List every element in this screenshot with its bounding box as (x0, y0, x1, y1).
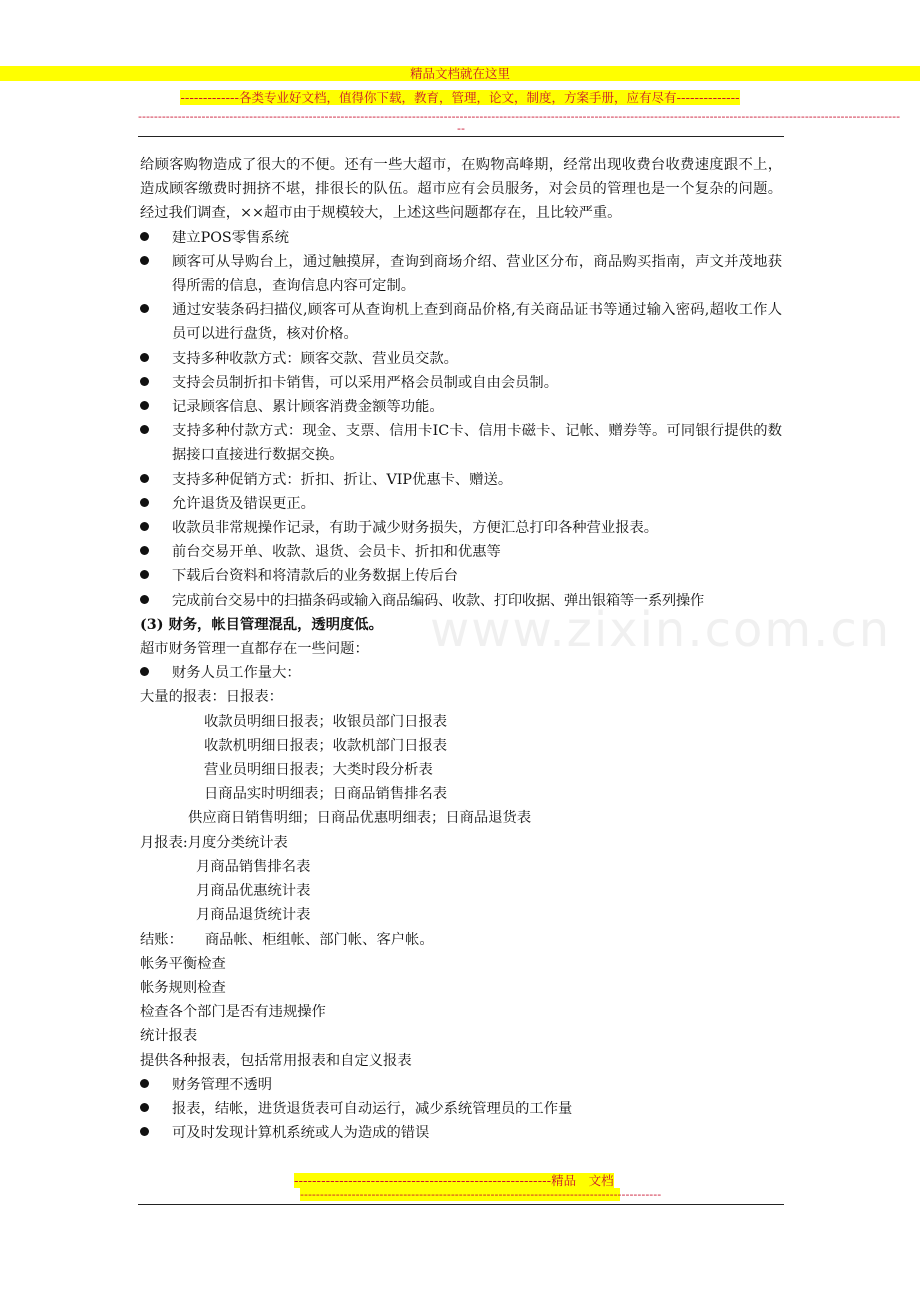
intro-paragraph: 给顾客购物造成了很大的不便。还有一些大超市，在购物高峰期，经常出现收费台收费速度跟不上，造成顾客缴费时拥挤不堪，排很长的队伍。超市应有会员服务，对会员的管理也是一个复杂的问题。经过我们调查，××超市由于规模较大，上述这些问题都存在，且比较严重。 (140, 157, 782, 222)
header-slogan-wrap (0, 87, 920, 106)
header-slogan: -------------各类专业好文档，值得你下载，教育，管理，论文，制度，方案手册，应有尽有-------------- (180, 90, 740, 105)
check-line: 统计报表 (140, 1028, 198, 1045)
bullet-dot-icon (140, 232, 149, 241)
header-title: 精品文档就在这里 (409, 66, 510, 81)
header-dash-tail: -- (457, 122, 465, 135)
bullet-dot-icon (140, 595, 149, 604)
monthly-report-line: 月商品销售排名表 (196, 858, 311, 875)
bullet-dot-icon (140, 256, 149, 265)
header-rule (138, 136, 784, 137)
document-body (140, 153, 782, 1145)
bullet-item: 报表，结帐，进货退货表可自动运行，减少系统管理员的工作量 (140, 1097, 782, 1121)
closing-row (140, 928, 782, 952)
bullet-item: 下载后台资料和将清款后的业务数据上传后台 (140, 564, 782, 588)
bullet-dot-icon (140, 570, 149, 579)
section-intro: 超市财务管理一直都存在一些问题： (140, 641, 369, 658)
bullet-item: 通过安装条码扫描仪,顾客可从查询机上查到商品价格,有关商品证书等通过输入密码,超收工作人员可以进行盘货，核对价格。 (140, 298, 782, 346)
bullet-item: 前台交易开单、收款、退货、会员卡、折扣和优惠等 (140, 540, 782, 564)
bullet-dot-icon (140, 474, 149, 483)
daily-report-line: 营业员明细日报表；大类时段分析表 (204, 762, 433, 779)
bullet-dot-icon (140, 353, 149, 362)
bullet-dot-icon (140, 498, 149, 507)
check-line: 帐务平衡检查 (140, 955, 226, 972)
bullet-item: 收款员非常规操作记录，有助于减少财务损失，方便汇总打印各种营业报表。 (140, 516, 782, 540)
bullet-dot-icon (140, 1079, 149, 1088)
bullet-dot-icon (140, 1103, 149, 1112)
bullet-item: 支持多种付款方式：现金、支票、信用卡IC卡、信用卡磁卡、记帐、赠券等。可同银行提供的数据接口直接进行数据交换。 (140, 419, 782, 467)
bullet-item: 可及时发现计算机系统或人为造成的错误 (140, 1121, 782, 1145)
monthly-label: 月报表:月度分类统计表 (140, 834, 288, 851)
bullet-dot-icon (140, 522, 149, 531)
monthly-report-line: 月商品退货统计表 (196, 907, 311, 924)
check-line: 帐务规则检查 (140, 979, 226, 996)
bullet-item: 顾客可从导购台上，通过触摸屏，查询到商场介绍、营业区分布，商品购买指南，声文并茂地获得所需的信息，查询信息内容可定制。 (140, 250, 782, 298)
footer-dash-line: ------------------------------------------------------------------------------------------- (300, 1188, 662, 1201)
check-line: 检查各个部门是否有违规操作 (140, 1004, 326, 1021)
bullet-dot-icon (140, 304, 149, 313)
daily-supplier-line: 供应商日销售明细；日商品优惠明细表；日商品退货表 (188, 810, 532, 827)
bullet-item: 财务人员工作量大： (140, 661, 782, 685)
header-title-wrap (0, 66, 920, 81)
monthly-report-line: 月商品优惠统计表 (196, 883, 311, 900)
watermark: www.zixin.com.cn (430, 602, 892, 658)
bullet-item: 支持多种促销方式：折扣、折让、VIP优惠卡、赠送。 (140, 468, 782, 492)
bullet-dot-icon (140, 401, 149, 410)
bullet-item: 完成前台交易中的扫描条码或输入商品编码、收款、打印收据、弹出银箱等一系列操作 (140, 589, 782, 613)
bullet-item: 允许退货及错误更正。 (140, 492, 782, 516)
footer-line-wrap (294, 1170, 614, 1189)
bullet-item: 记录顾客信息、累计顾客消费金额等功能。 (140, 395, 782, 419)
daily-report-line: 日商品实时明细表；日商品销售排名表 (204, 786, 448, 803)
bullet-item: 支持多种收款方式：顾客交款、营业员交款。 (140, 347, 782, 371)
bullet-dot-icon (140, 546, 149, 555)
bullet-item: 支持会员制折扣卡销售，可以采用严格会员制或自由会员制。 (140, 371, 782, 395)
header-dash-line: ------------------------------------------------------------------------------------------------------------------------------------------------------------------------------------------------ (138, 110, 901, 123)
closing-label: 结账： (140, 931, 183, 948)
footer-rule (138, 1204, 784, 1205)
daily-report-line: 收款员明细日报表；收银员部门日报表 (204, 713, 448, 730)
footer-line: ---------------------------------------------------------精品 文档 (294, 1173, 614, 1188)
bullet-item: 财务管理不透明 (140, 1073, 782, 1097)
daily-report-line: 收款机明细日报表；收款机部门日报表 (204, 737, 448, 754)
bullet-item: 建立POS零售系统 (140, 226, 782, 250)
bullet-dot-icon (140, 377, 149, 386)
closing-items: 商品帐、柜组帐、部门帐、客户帐。 (204, 931, 434, 948)
bullet-dot-icon (140, 1127, 149, 1136)
section-heading: (3) 财务，帐目管理混乱，透明度低。 (140, 616, 383, 633)
bullet-dot-icon (140, 425, 149, 434)
bullet-dot-icon (140, 667, 149, 676)
check-line: 提供各种报表，包括常用报表和自定义报表 (140, 1052, 412, 1069)
daily-label: 大量的报表：日报表： (140, 689, 283, 706)
